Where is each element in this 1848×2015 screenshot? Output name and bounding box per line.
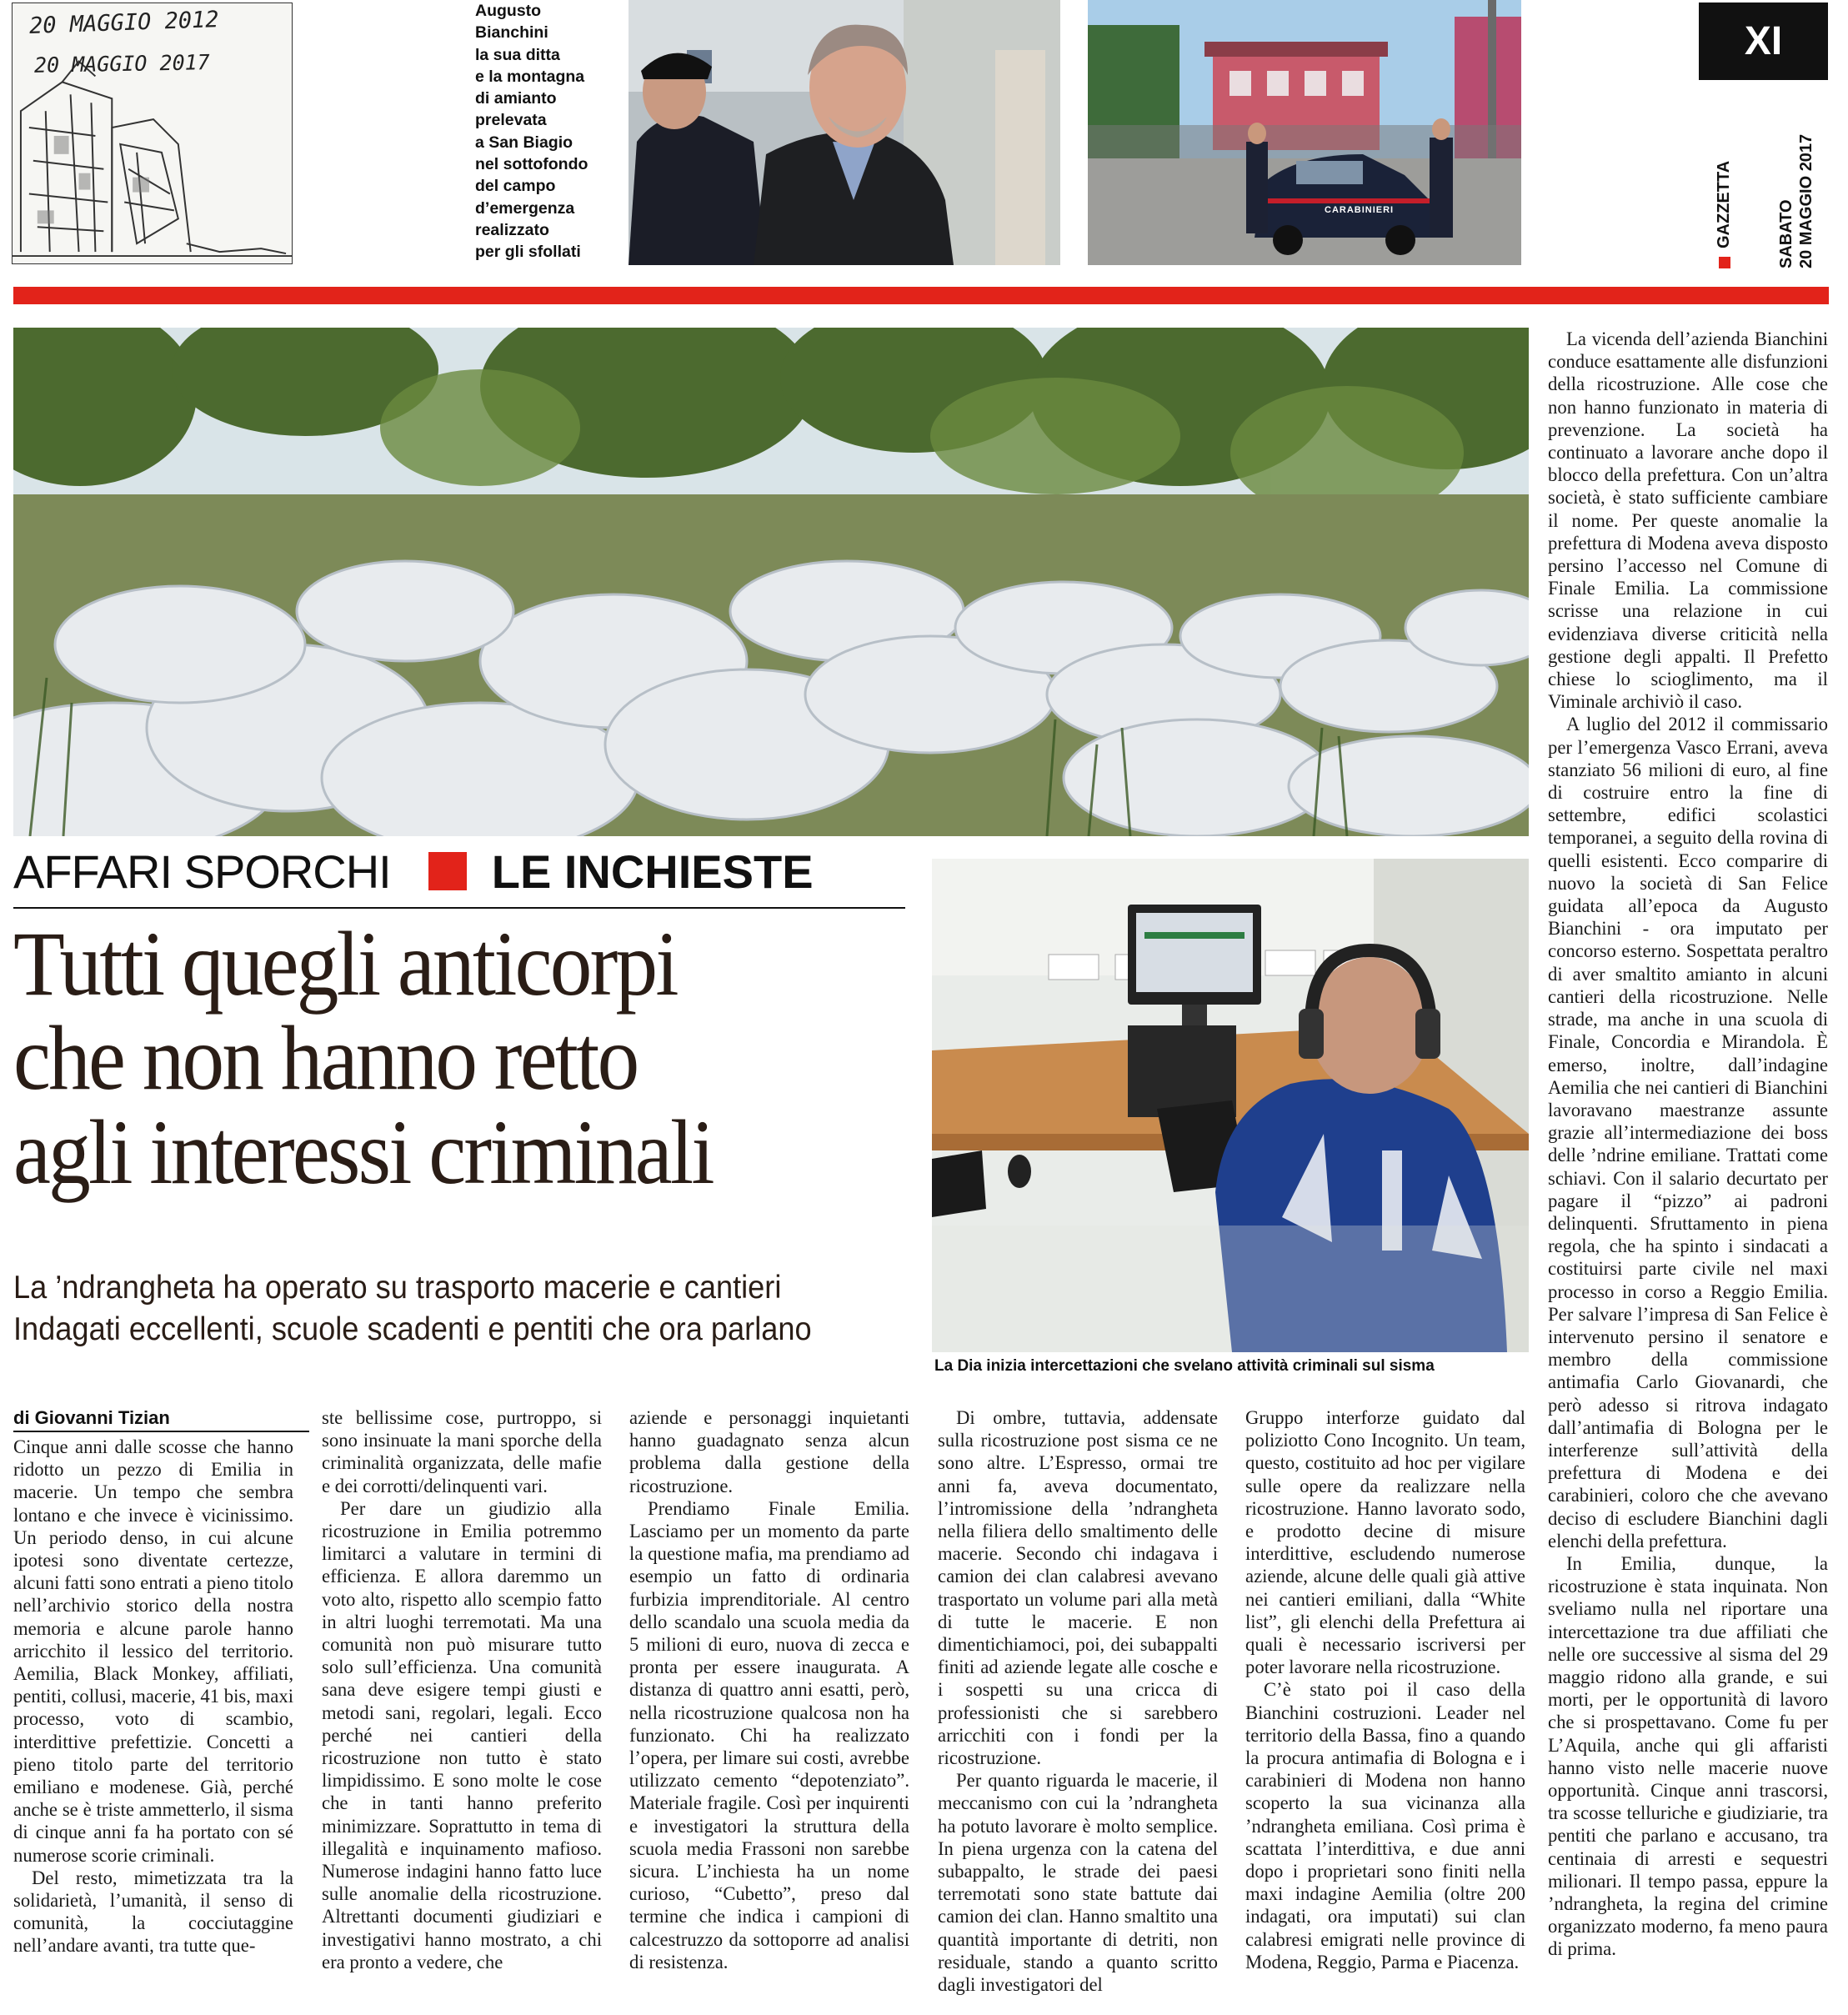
- kicker: [13, 844, 814, 899]
- caption-line: per gli sfollati: [475, 243, 581, 262]
- paper-name: [1715, 161, 1734, 268]
- caption-line: d’emergenza: [475, 198, 575, 218]
- headline-line: che non hanno retto: [13, 1007, 638, 1109]
- headline-line: Tutti quegli anticorpi: [13, 913, 677, 1015]
- date-weekday: SABATO: [1777, 199, 1795, 268]
- caption-line: Bianchini: [475, 23, 548, 43]
- section-number: [1699, 3, 1828, 80]
- caption-line: e la montagna: [475, 67, 585, 86]
- article-column-5: [1245, 1406, 1525, 2011]
- red-square-icon: [1719, 257, 1730, 268]
- paragraph: Per dare un giudizio alla ricostruzione in Emilia potremmo limitarci a valutare in termini di efficienza. E allora daremmo un voto alto, rispetto allo scempio fatto in altri luoghi terremotati. Ma una comunità non può misurare tutto solo sull’efficienza. Una comunità sana deve esigere tempi giusti e metodi sani, regolari, legali. Ecco perché nei cantieri della ricostruzione non tutto è stato limpidissimo. E sono molte le cose che in tanti hanno preferito minimizzare. Soprattutto in tema di illegalità e inquinamento mafioso. Numerose indagini hanno fatto luce sulle anomalie della ricostruzione. Altrettanti documenti giudiziari e investigativi hanno mostrato, a chi era pronto a vedere, che: [322, 1497, 602, 1972]
- photo-caption: La Dia inizia intercettazioni che svelano attività criminali sul sisma: [934, 1357, 1435, 1375]
- article-column-3: [629, 1406, 909, 2011]
- car-label: CARABINIERI: [1325, 205, 1395, 215]
- paragraph: Di ombre, tuttavia, addensate sulla ricostruzione post sisma ce ne sono altre. L’Espresso, ormai tre anni fa, aveva documentato, l’intromissione della ’ndrangheta nella filiera dello smaltimento delle macerie. Secondo chi indagava i camion dei clan calabresi avevano trasportato un volume pari alla metà di tutte le macerie. E non dimentichiamoci, poi, dei subappalti finiti ad aziende legate alle cosche e i sospetti su una cricca di professionisti che si sarebbero arricchiti con i fondi per la ricostruzione.: [938, 1407, 1218, 1769]
- cartoon-date-2: 20 MAGGIO 2017: [33, 50, 210, 78]
- paragraph: In Emilia, dunque, la ricostruzione è stata inquinata. Non sveliamo nulla nel riportare una intercettazione tra due affiliati che nelle ore successive al sisma del 29 maggio ridono alla grande, e sui morti, per le opportunità di lavoro che si prospettavano. Come fu per L’Aquila, anche qui gli affaristi hanno visto nelle macerie nuove opportunità. Cinque anni trascorsi, tra scosse telluriche e giudiziarie, tra pentiti che parlano e accusano, tra centinaia di arresti e sequestri milionari. Il tempo passa, eppure la ’ndrangheta, la regina del crimine organizzato moderno, fa meno paura di prima.: [1548, 1552, 1828, 1960]
- headline: [13, 913, 842, 1203]
- caption-line: Augusto: [475, 2, 542, 20]
- caption-line: realizzato: [475, 220, 549, 239]
- kicker-topic: LE INCHIESTE: [491, 845, 814, 898]
- paragraph: aziende e personaggi inquietanti hanno guadagnato senza alcun problema dalla gestione della ricostruzione.: [629, 1407, 909, 1496]
- dia-wiretap-photo: [932, 859, 1529, 1352]
- caption-line: a San Biagio: [475, 133, 573, 152]
- paragraph: Prendiamo Finale Emilia. Lasciamo per un momento da parte la questione mafia, ma prendiamo ad esempio un fatto di ordinaria furbizia imprenditoriale. Al centro dello scandalo una scuola media da 5 milioni di euro, nuova di zecca e pronta per essere inaugurata. A distanza di quattro anni esatti, però, nella ricostruzione qualcosa non ha funzionato. Chi ha realizzato l’opera, per limare sui costi, avrebbe utilizzato cemento “depotenziato”. Materiale fragile. Così per inquirenti e investigatori la struttura della scuola media Frassoni non sarebbe sicura. L’inchiesta ha un nome curioso, “Cubetto”, preso dal termine che indica i campioni di calcestruzzo da sottoporre ad analisi di resistenza.: [629, 1497, 909, 1972]
- paragraph: Per quanto riguarda le macerie, il meccanismo con cui la ’ndrangheta ha potuto lavorare è molto semplice. In piena urgenza con la catena del subappalto, le strade dei paesi terremotati sono state battute dai camion dei clan. Hanno smaltito una quantità importante di detriti, non residuale, stando a quanto scritto dagli investigatori del: [938, 1770, 1218, 1996]
- date-full: 20 MAGGIO 2017: [1797, 133, 1815, 268]
- cartoon-illustration: [12, 3, 293, 264]
- caption-line: prelevata: [475, 111, 547, 130]
- caption-line: nel sottofondo: [475, 155, 588, 174]
- cartoon-date-1: 20 MAGGIO 2012: [28, 7, 220, 39]
- subheadline-line: La ’ndrangheta ha operato su trasporto macerie e cantieri: [13, 1270, 782, 1306]
- top-photo-caption: [475, 0, 617, 263]
- carabinieri-photo: [1088, 0, 1521, 265]
- article-column-1: [13, 1436, 293, 2011]
- red-rule: [13, 287, 1829, 304]
- issue-date: [1776, 134, 1816, 268]
- subheadline-line: Indagati eccellenti, scuole scadenti e pentiti che ora parlano: [13, 1311, 812, 1347]
- paragraph: Gruppo interforze guidato dal poliziotto Cono Incognito. Un team, questo, costituito ad hoc per vigilare sulle opere da realizzare nella ricostruzione. Hanno lavorato sodo, e prodotto decine di misure interdittive, escludendo numerose aziende, alcune delle quali già attive nei cantieri emiliani, dalla “White list”, gli elenchi della Prefettura ai quali è necessario iscriversi per poter lavorare nella ricostruzione.: [1245, 1407, 1525, 1678]
- article-column-6: [1548, 328, 1828, 2012]
- caption-line: la sua ditta: [475, 45, 560, 64]
- caption-line: di amianto: [475, 89, 557, 108]
- paragraph: A luglio del 2012 il commissario per l’emergenza Vasco Errani, aveva stanziato 56 milioni di euro, al fine di costruire entro la fine di settembre, edifici scolastici temporanei, a seguito della rovina di quelli esistenti. Ecco comparire di nuovo la società di San Felice guidata all’epoca da Augusto Bianchini - ora imputato per concorso esterno. Sospettata peraltro di aver smaltito amianto in alcuni cantieri della ricostruzione. Nelle strade, ma anche in una scuola di Finale, Concordia e Mirandola. È emerso, inoltre, dall’indagine Aemilia che nei cantieri di Bianchini lavoravano maestranze assunte grazie all’intermediazione dei boss delle ’ndrine emiliane. Trattati come schiavi. Con il salario decurtato per pagare il “pizzo” ai padroni delinquenti. Sfruttamento in piena regola, che ha spinto i sindacati a costituirsi parte civile nel maxi processo in corso a Reggio Emilia. Per salvare l’impresa di San Felice è intervenuto persino il senatore e membro della commissione antimafia Carlo Giovanardi, che però adesso si ritrova indagato dall’antimafia di Bologna per le interferenze sull’attività della prefettura di Modena e dei carabinieri, coloro che che avevano deciso di escludere Bianchini dagli elenchi della prefettura.: [1548, 714, 1828, 1551]
- article-column-4: [938, 1406, 1218, 2011]
- article-column-2: [322, 1406, 602, 2011]
- caption-line: del campo: [475, 177, 556, 196]
- paragraph: Del resto, mimetizzata tra la solidarietà, l’umanità, il senso di comunità, la cocciutaggine nell’andare avanti, tra tutte que-: [13, 1867, 293, 1957]
- paragraph: ste bellissime cose, purtroppo, si sono insinuate la mani sporche della criminalità organizzata, delle mafie e dei corrotti/delinquenti vari.: [322, 1407, 602, 1496]
- subheadline: [13, 1267, 812, 1351]
- section-number-text: XI: [1744, 19, 1783, 63]
- kicker-section: AFFARI SPORCHI: [13, 845, 391, 898]
- byline: di Giovanni Tizian: [13, 1406, 309, 1432]
- headline-line: agli interessi criminali: [13, 1101, 713, 1203]
- kicker-red-square: [428, 852, 467, 890]
- asbestos-bags-photo: [13, 328, 1529, 836]
- paragraph: La vicenda dell’azienda Bianchini conduce esattamente alle disfunzioni della ricostruzione. Alle cose che non hanno funzionato in materia di prevenzione. La società ha continuato a lavorare anche dopo il blocco della prefettura. Con un’altra società, è stato sufficiente cambiare il nome. Per queste anomalie la prefettura di Modena aveva disposto persino l’accesso nel Comune di Finale Emilia. La commissione scrisse una relazione in cui evidenziava diverse criticità nella gestione degli appalti. Il Prefetto chiese lo scioglimento, ma il Viminale archiviò il caso.: [1548, 328, 1828, 713]
- paragraph: C’è stato poi il caso della Bianchini costruzioni. Leader nel territorio della Bassa, fino a quando la procura antimafia di Bologna e i carabinieri di Modena non hanno scoperto la sua vicinanza alla ’ndrangheta emiliana. Così prima è scattata l’interdittiva, e due anni dopo i proprietari sono finiti nella maxi indagine Aemilia (oltre 200 indagati, ora imputati) sui clan calabresi emigrati nelle province di Modena, Reggio, Parma e Piacenza.: [1245, 1679, 1525, 1972]
- paper-name-text: GAZZETTA: [1715, 160, 1733, 248]
- bianchini-photo: [629, 0, 1060, 265]
- paragraph: Cinque anni dalle scosse che hanno ridotto un pezzo di Emilia in macerie. Un tempo che sembra lontano e che invece è vicinissimo. Un periodo denso, in cui alcune ipotesi sono diventate certezze, alcuni fatti sono entrati a pieno titolo nell’archivio storico della nostra memoria e alcune parole hanno arricchito il lessico del territorio. Aemilia, Black Monkey, affiliati, pentiti, collusi, macerie, 41 bis, maxi processo, voto di scambio, interdittive prefettizie. Concetti a pieno titolo parte del territorio emiliano e modenese. Già, perché anche se è triste ammetterlo, il sisma di cinque anni fa ha portato con sé numerose scorie criminali.: [13, 1436, 293, 1866]
- kicker-rule: [13, 907, 905, 909]
